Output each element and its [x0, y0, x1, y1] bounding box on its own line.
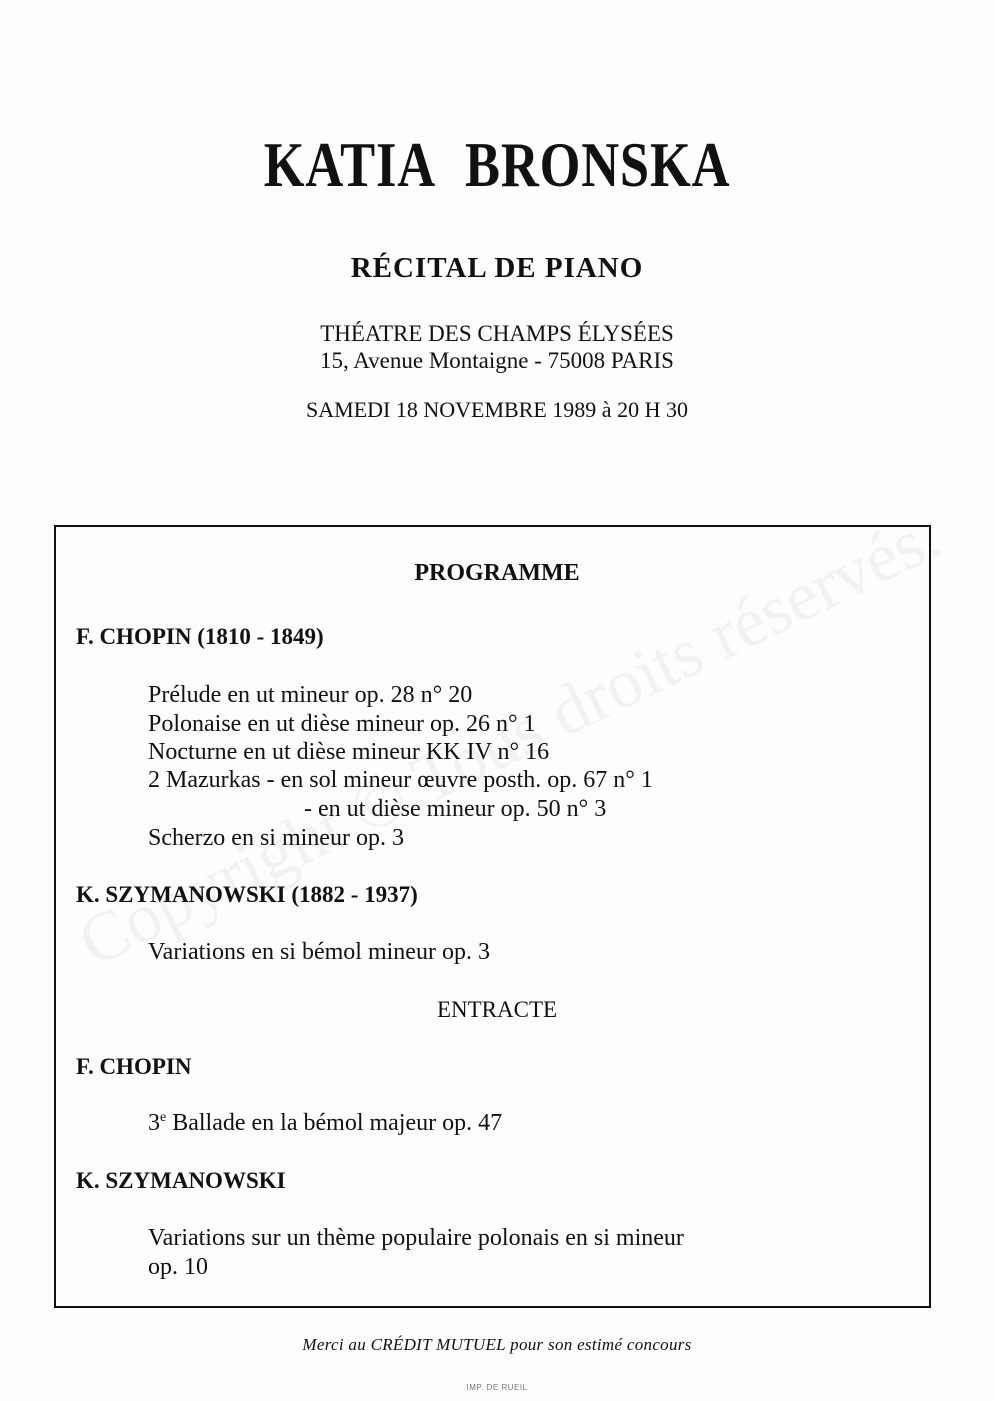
composer-heading: F. CHOPIN	[76, 1054, 192, 1079]
printer-credit: IMP. DE RUEIL	[466, 1383, 528, 1392]
ordinal-suffix: e	[160, 1110, 167, 1125]
work-item	[148, 1110, 502, 1137]
composer-heading: K. SZYMANOWSKI	[76, 1168, 286, 1193]
composer-heading: F. CHOPIN (1810 - 1849)	[76, 624, 324, 649]
entracte-label: ENTRACTE	[436, 997, 558, 1022]
sponsor-thanks: Merci au CRÉDIT MUTUEL pour son estimé concours	[302, 1335, 692, 1354]
work-item: Variations sur un thème populaire polonais en si mineur	[148, 1225, 684, 1251]
composer-heading: K. SZYMANOWSKI (1882 - 1937)	[76, 882, 418, 907]
venue-address: 15, Avenue Montaigne - 75008 PARIS	[320, 348, 674, 373]
ballade-title: Ballade en la bémol majeur op. 47	[166, 1110, 503, 1136]
work-item: Scherzo en si mineur op. 3	[148, 825, 404, 851]
work-item: Polonaise en ut dièse mineur op. 26 n° 1	[148, 711, 536, 737]
artist-name: KATIA BRONSKA	[263, 129, 731, 200]
work-item: Prélude en ut mineur op. 28 n° 20	[148, 682, 473, 708]
work-item: Nocturne en ut dièse mineur KK IV n° 16	[148, 739, 550, 765]
work-item: Variations en si bémol mineur op. 3	[148, 939, 490, 965]
work-item: 2 Mazurkas - en sol mineur œuvre posth. op. 67 n° 1	[148, 767, 653, 793]
ballade-number: 3	[148, 1110, 160, 1136]
work-item: op. 10	[148, 1254, 208, 1280]
recital-subtitle: RÉCITAL DE PIANO	[350, 252, 644, 284]
concert-date: SAMEDI 18 NOVEMBRE 1989 à 20 H 30	[306, 397, 688, 422]
work-item: - en ut dièse mineur op. 50 n° 3	[304, 796, 607, 822]
programme-title: PROGRAMME	[414, 560, 580, 586]
venue-name: THÉATRE DES CHAMPS ÉLYSÉES	[320, 321, 674, 346]
